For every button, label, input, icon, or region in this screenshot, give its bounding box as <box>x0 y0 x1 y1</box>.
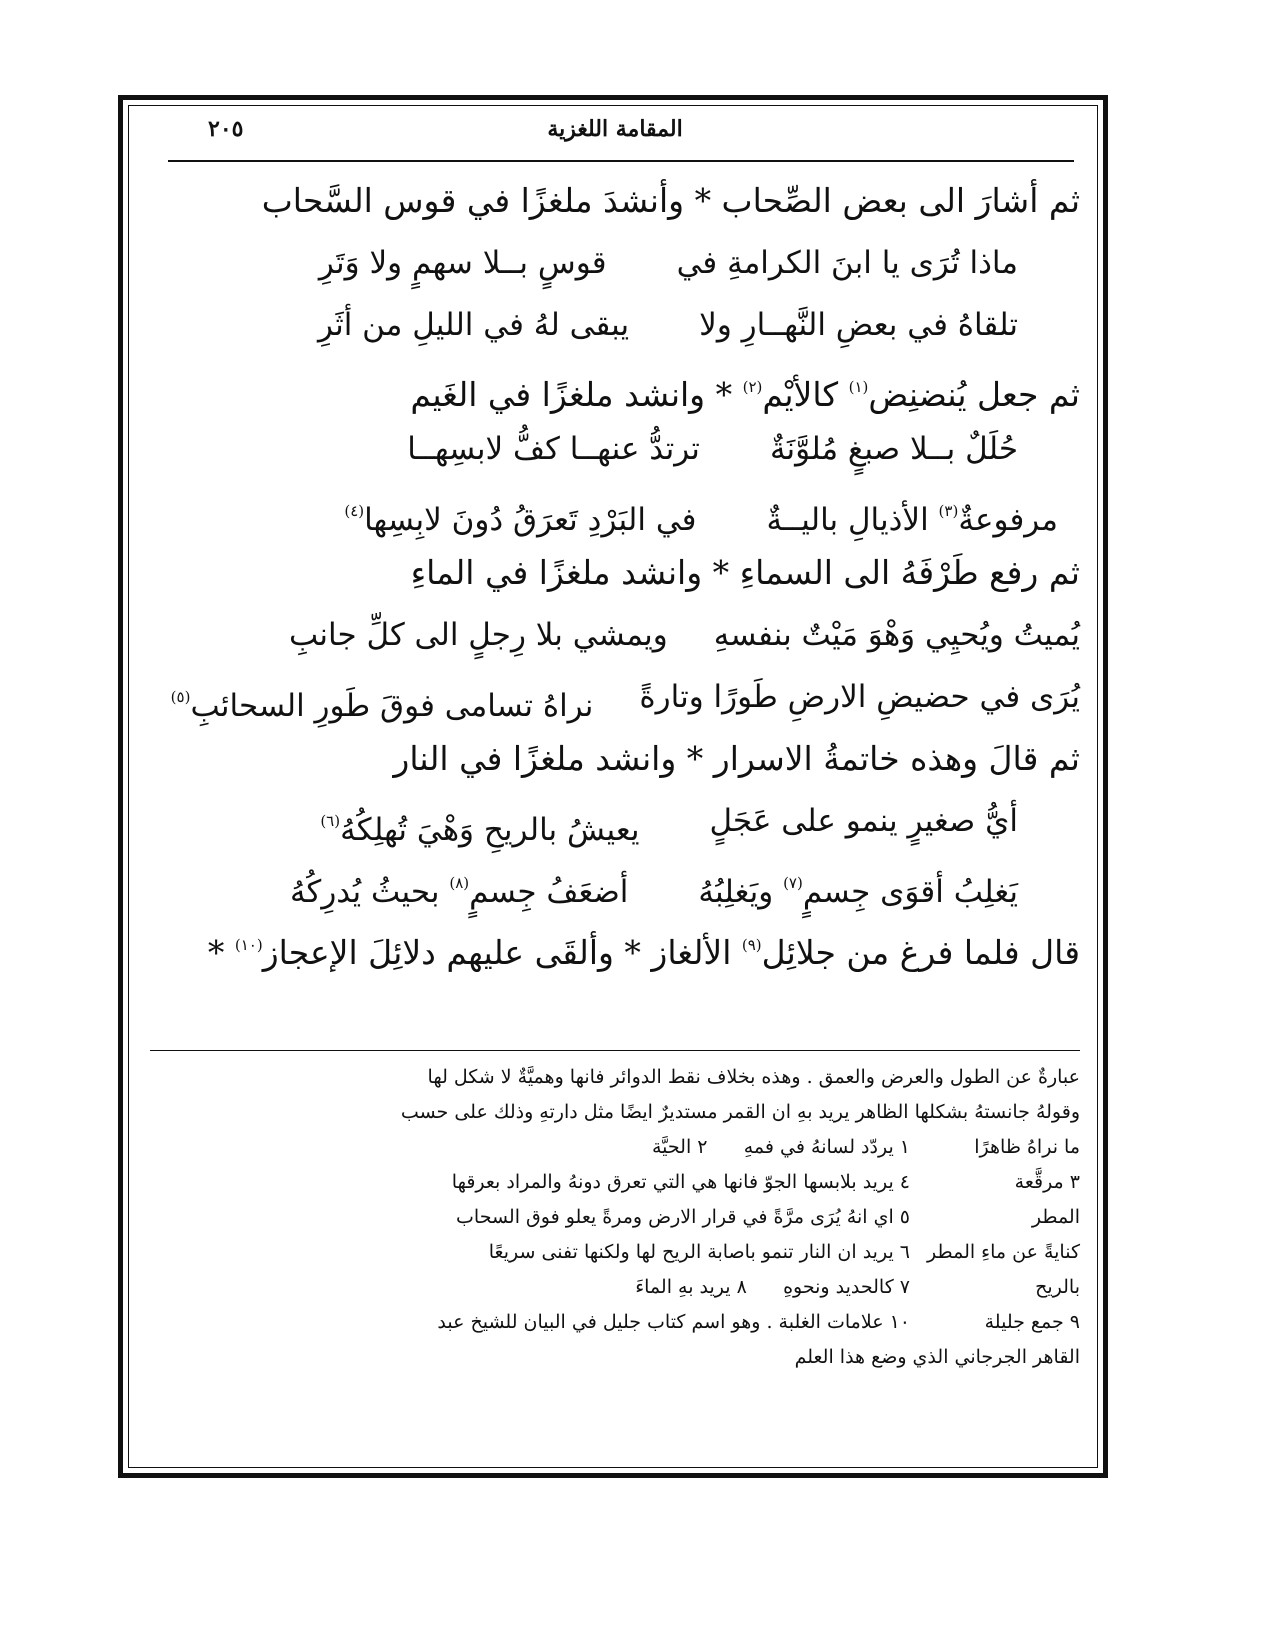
footnote-text <box>150 1130 910 1165</box>
header-rule <box>168 160 1074 162</box>
hemistich-text: الأذيالِ باليــةٌ <box>766 502 939 538</box>
footnote: ٧ كالحديد ونحوهِ <box>783 1276 910 1298</box>
prose-line: ثم رفع طَرْفَهُ الى السماءِ * وانشد ملغزًا في الماءِ <box>410 553 1080 592</box>
footnote-marker: (١) <box>848 378 869 396</box>
hemistich <box>766 480 1058 542</box>
hemistich-text: أضعَفُ جِسمٍ <box>469 874 629 910</box>
prose-line <box>150 914 1080 976</box>
footnote-marker: (٢) <box>742 378 763 396</box>
hemistich: ترتدُّ عنهــا كفُّ لابسِهــا <box>407 431 700 467</box>
prose-text: الألغاز * وألقَى عليهم دلائِلَ الإعجاز <box>262 933 742 972</box>
verse-line <box>150 418 1080 480</box>
verse-line <box>150 666 1080 728</box>
hemistich-text: مرفوعةٌ <box>958 502 1058 538</box>
footnote-continuation: القاهر الجرجاني الذي وضع هذا العلم <box>794 1346 1080 1368</box>
footnote-marker: (٣) <box>938 502 959 520</box>
prose-line: ثم قالَ وهذه خاتمةُ الاسرار * وانشد ملغزًا في النار <box>393 739 1080 778</box>
hemistich <box>171 666 594 728</box>
footnote-marker: (٤) <box>344 502 365 520</box>
footnote-marker: (١٠) <box>234 936 263 954</box>
hemistich-text: يَغلِبُ أقوَى جِسمٍ <box>802 874 1018 910</box>
prose-text: كالأيْم <box>762 375 849 414</box>
footnote-text: كنايةً عن ماءِ المطر <box>927 1241 1080 1263</box>
footnote-marker: (٩) <box>741 936 762 954</box>
footnote-row <box>150 1165 1080 1200</box>
prose-text: ثم جعل يُنضنِض <box>868 375 1080 414</box>
hemistich: أيُّ صغيرٍ ينمو على عَجَلٍ <box>709 803 1018 839</box>
hemistich: يُميتُ ويُحيِي وَهْوَ مَيْتٌ بنفسهِ <box>713 617 1080 653</box>
footnote-row <box>150 1200 1080 1235</box>
footnote-continuation: عبارةٌ عن الطول والعرض والعمق . وهذه بخلاف نقط الدوائر فانها وهميَّةٌ لا شكل لها <box>427 1066 1080 1088</box>
footnote-text: ما نراهُ ظاهرًا <box>974 1136 1080 1158</box>
footnote-row <box>150 1130 1080 1165</box>
footnote: ٤ يريد بلابسها الجوّ فانها هي التي تعرق دونهُ والمراد بعرقها <box>451 1171 910 1193</box>
verse-line <box>150 604 1080 666</box>
running-title: المقامة اللغزية <box>547 116 683 142</box>
footnote-marker: (٧) <box>783 874 803 892</box>
verse-line <box>150 294 1080 356</box>
footnote: ٥ اي انهُ يُرَى مرَّةً في قرار الارض ومرةً يعلو فوق السحاب <box>456 1206 910 1228</box>
page-header <box>150 108 1080 156</box>
footnote-marker: (٦) <box>320 812 341 830</box>
prose-text: * <box>207 933 235 972</box>
main-text <box>150 170 1080 1368</box>
hemistich: ماذا تُرَى يا ابنَ الكرامةِ في <box>676 245 1018 281</box>
hemistich <box>290 852 628 914</box>
footnote-continuation: وقولهُ جانستهُ بشكلها الظاهر يريد بهِ ان القمر مستديرٌ ايضًا مثل دارتهِ وذلك على حسب <box>400 1101 1080 1123</box>
hemistich <box>344 480 696 542</box>
hemistich: يُرَى في حضيضِ الارضِ طَورًا وتارةً <box>639 679 1080 715</box>
footnote-row <box>150 1305 1080 1340</box>
hemistich-text: ويَغلِبُهُ <box>698 874 784 910</box>
footnotes <box>150 1060 1080 1375</box>
footnote: ١ يردّد لسانهُ في فمهِ <box>743 1136 910 1158</box>
footnote: ٦ يريد ان النار تنمو باصابة الريح لها ولكنها تفنى سريعًا <box>488 1241 910 1263</box>
footnote: ٣ مرقَّعة <box>1014 1171 1080 1193</box>
page-content <box>150 108 1080 1368</box>
hemistich <box>698 852 1018 914</box>
prose-line <box>150 356 1080 418</box>
footnote-text <box>150 1270 910 1305</box>
hemistich <box>320 790 639 852</box>
footnote-marker: (٥) <box>170 688 191 706</box>
footnote-text: بالريح <box>1035 1276 1080 1298</box>
footnote-row <box>150 1235 1080 1270</box>
footnote: ١٠ علامات الغلبة . وهو اسم كتاب جليل في البيان للشيخ عبد <box>437 1311 910 1333</box>
hemistich: حُلَلٌ بــلا صبغٍ مُلوَّنَةٌ <box>769 431 1018 467</box>
hemistich-text: بحيثُ يُدرِكُهُ <box>289 874 450 910</box>
footnote-rule <box>150 1050 1080 1051</box>
footnote: ٢ الحيَّة <box>651 1136 708 1158</box>
footnote: ٨ يريد بهِ الماءَ <box>635 1276 747 1298</box>
footnote-text: المطر <box>1031 1206 1080 1228</box>
verse-line <box>150 480 1080 542</box>
hemistich: تلقاهُ في بعضِ النَّهــارِ ولا <box>699 307 1018 343</box>
prose-text: * وانشد ملغزًا في الغَيم <box>410 375 743 414</box>
footnote: ٩ جمع جليلة <box>984 1311 1080 1333</box>
hemistich: يبقى لهُ في الليلِ من أثَرِ <box>317 307 630 343</box>
page-number: ٢٠٥ <box>208 116 244 142</box>
hemistich-text: في البَرْدِ تَعرَقُ دُونَ لابِسِها <box>364 502 697 538</box>
prose-text: قال فلما فرغ من جلائِل <box>761 933 1080 972</box>
verse-line <box>150 232 1080 294</box>
hemistich-text: نراهُ تسامى فوقَ طَورِ السحائبِ <box>190 688 594 724</box>
footnote-marker: (٨) <box>449 874 470 892</box>
verse-line <box>150 852 1080 914</box>
verse-line <box>150 790 1080 852</box>
hemistich-text: يعيشُ بالريحِ وَهْيَ تُهلِكُهُ <box>340 812 640 848</box>
prose-line: ثم أشارَ الى بعض الصِّحاب * وأنشدَ ملغزًا في قوس السَّحاب <box>261 181 1080 220</box>
footnote-row <box>150 1270 1080 1305</box>
hemistich: ويمشي بلا رِجلٍ الى كلِّ جانبِ <box>288 617 668 653</box>
hemistich: قوسٍ بــلا سهمٍ ولا وَتَرِ <box>318 245 607 281</box>
